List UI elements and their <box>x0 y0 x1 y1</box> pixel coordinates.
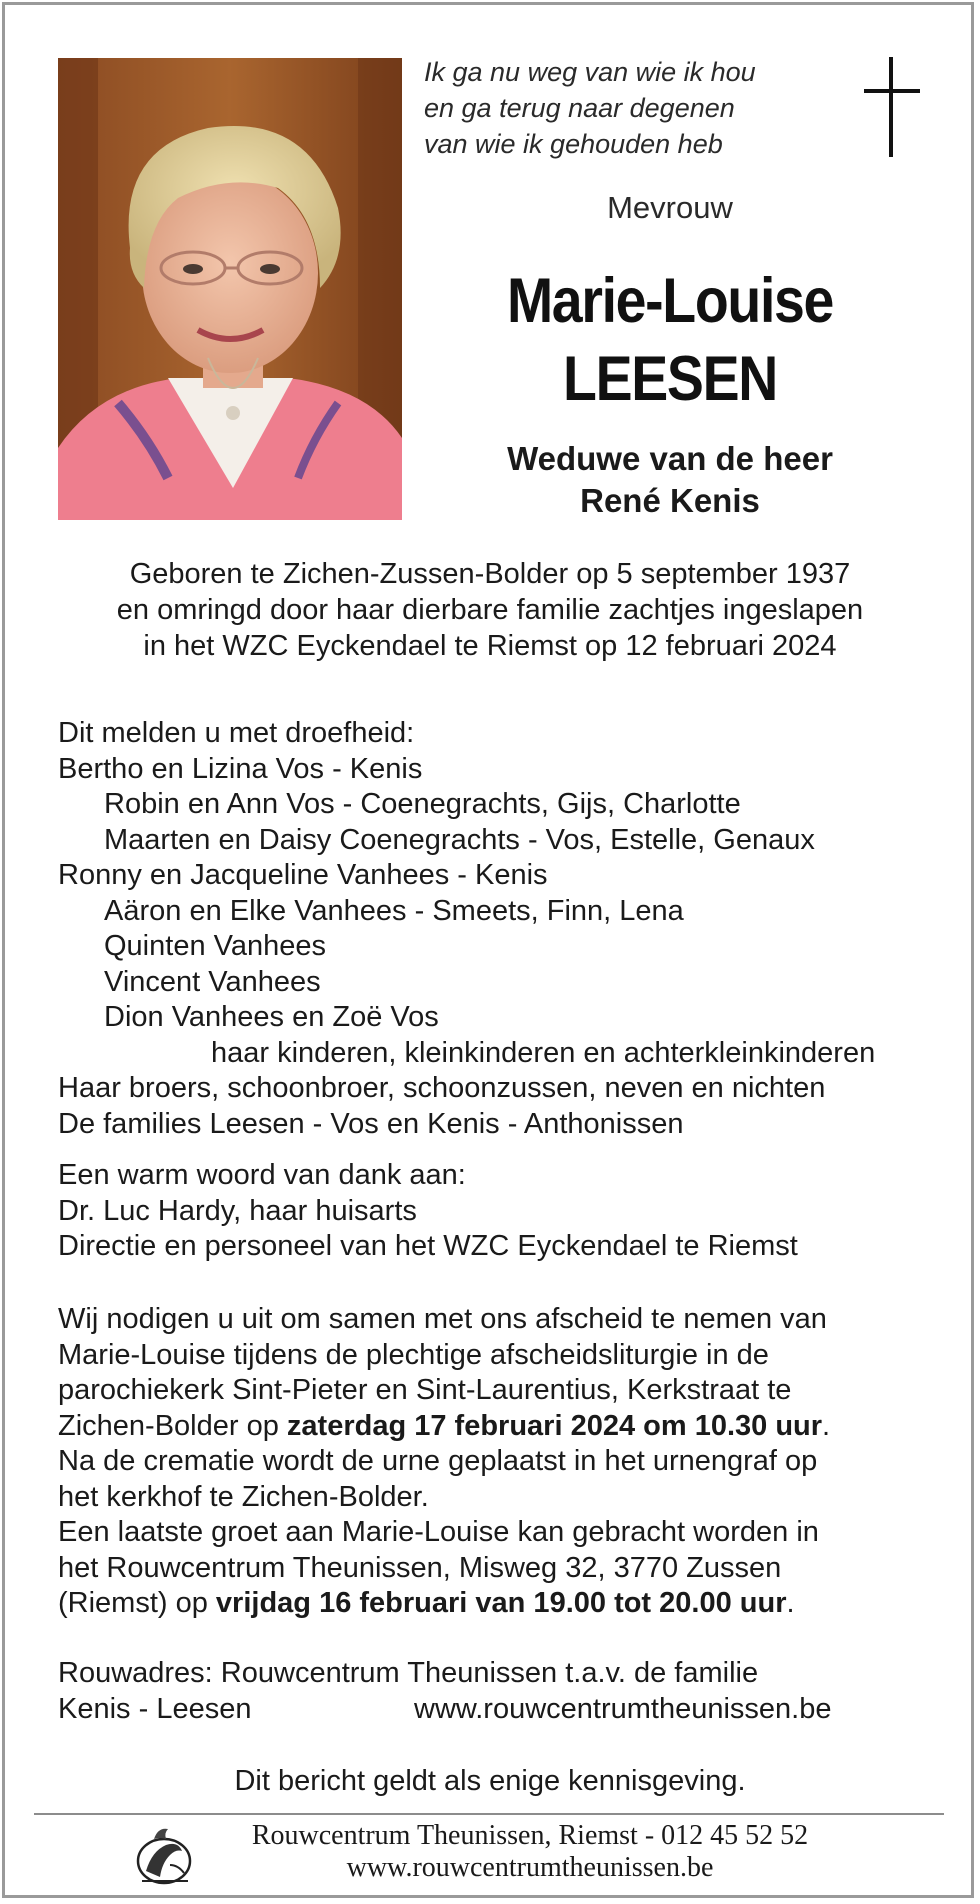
family-line: Haar broers, schoonbroer, schoonzussen, neven en nichten <box>58 1072 826 1104</box>
address-family: Kenis - Leesen <box>58 1692 252 1725</box>
title-salutation: Mevrouw <box>607 190 733 225</box>
address-line: Rouwadres: Rouwcentrum Theunissen t.a.v. de familie <box>58 1657 759 1689</box>
poem <box>424 54 756 162</box>
thanks-line: Directie en personeel van het WZC Eyckendael te Riemst <box>58 1230 798 1262</box>
invitation-line <box>58 1409 830 1445</box>
birth-death-info <box>40 556 940 664</box>
poem-line: van wie ik gehouden heb <box>424 129 723 159</box>
invitation-text: (Riemst) op <box>58 1587 216 1619</box>
invitation-text: . <box>822 1409 831 1442</box>
invitation-line <box>58 1586 830 1622</box>
family-list <box>58 716 875 1142</box>
address-line <box>58 1692 832 1728</box>
last-name: LEESEN <box>563 344 777 414</box>
birth-death-line: in het WZC Eyckendael te Riemst op 12 februari 2024 <box>143 630 837 662</box>
birth-death-line: Geboren te Zichen-Zussen-Bolder op 5 september 1937 <box>129 558 851 590</box>
invitation-line: Marie-Louise tijdens de plechtige afscheidsliturgie in de <box>58 1338 769 1371</box>
invitation-section <box>58 1302 830 1622</box>
family-line: Bertho en Lizina Vos - Kenis <box>58 752 423 785</box>
footer-divider <box>34 1813 944 1815</box>
widow-line: Weduwe van de heer <box>507 440 833 477</box>
visitation-datetime: vrijdag 16 februari van 19.00 tot 20.00 uur <box>215 1587 787 1619</box>
invitation-line: het Rouwcentrum Theunissen, Misweg 32, 3770 Zussen <box>58 1551 782 1584</box>
poem-line: Ik ga nu weg van wie ik hou <box>424 57 756 87</box>
thanks-section <box>58 1158 798 1265</box>
family-line: Maarten en Daisy Coenegrachts - Vos, Estelle, Genaux <box>104 823 815 856</box>
poem-line: en ga terug naar degenen <box>424 93 735 123</box>
widow-of <box>420 438 920 522</box>
invitation-text: Zichen-Bolder op <box>58 1409 287 1442</box>
thanks-line: Dr. Luc Hardy, haar huisarts <box>58 1194 417 1227</box>
family-line: De families Leesen - Vos en Kenis - Anthonissen <box>58 1107 684 1140</box>
family-intro: Dit melden u met droefheid: <box>58 717 415 749</box>
footer-website[interactable]: www.rouwcentrumtheunissen.be <box>346 1852 714 1883</box>
widow-line: René Kenis <box>580 482 760 519</box>
invitation-text: . <box>786 1587 795 1619</box>
invitation-line: Een laatste groet aan Marie-Louise kan gebracht worden in <box>58 1516 819 1548</box>
family-line: Vincent Vanhees <box>104 965 321 998</box>
family-line: Dion Vanhees en Zoë Vos <box>104 1001 439 1033</box>
invitation-line: Na de crematie wordt de urne geplaatst in het urnengraf op <box>58 1445 818 1477</box>
deceased-name <box>450 262 890 418</box>
thanks-intro: Een warm woord van dank aan: <box>58 1159 466 1191</box>
family-line: Aäron en Elke Vanhees - Smeets, Finn, Lena <box>104 894 684 927</box>
footer <box>200 1820 860 1884</box>
first-name: Marie-Louise <box>506 266 834 336</box>
footer-line: Rouwcentrum Theunissen, Riemst - 012 45 52 52 <box>251 1820 809 1851</box>
cross-icon <box>862 57 922 157</box>
invitation-line: het kerkhof te Zichen-Bolder. <box>58 1480 429 1513</box>
ceremony-datetime: zaterdag 17 februari 2024 om 10.30 uur <box>286 1409 823 1442</box>
funeral-home-logo-icon <box>132 1821 196 1885</box>
family-line: Ronny en Jacqueline Vanhees - Kenis <box>58 859 548 891</box>
mourning-address <box>58 1656 832 1727</box>
notice-text: Dit bericht geldt als enige kennisgeving. <box>234 1765 746 1797</box>
birth-death-line: en omringd door haar dierbare familie zachtjes ingeslapen <box>116 594 864 626</box>
family-line: Robin en Ann Vos - Coenegrachts, Gijs, Charlotte <box>104 788 741 820</box>
invitation-line: parochiekerk Sint-Pieter en Sint-Laurentius, Kerkstraat te <box>58 1374 792 1406</box>
portrait-photo <box>58 58 402 520</box>
invitation-line: Wij nodigen u uit om samen met ons afscheid te nemen van <box>58 1303 827 1335</box>
family-line: haar kinderen, kleinkinderen en achterkleinkinderen <box>211 1036 876 1069</box>
family-line: Quinten Vanhees <box>104 930 326 962</box>
website-link[interactable]: www.rouwcentrumtheunissen.be <box>414 1692 832 1725</box>
